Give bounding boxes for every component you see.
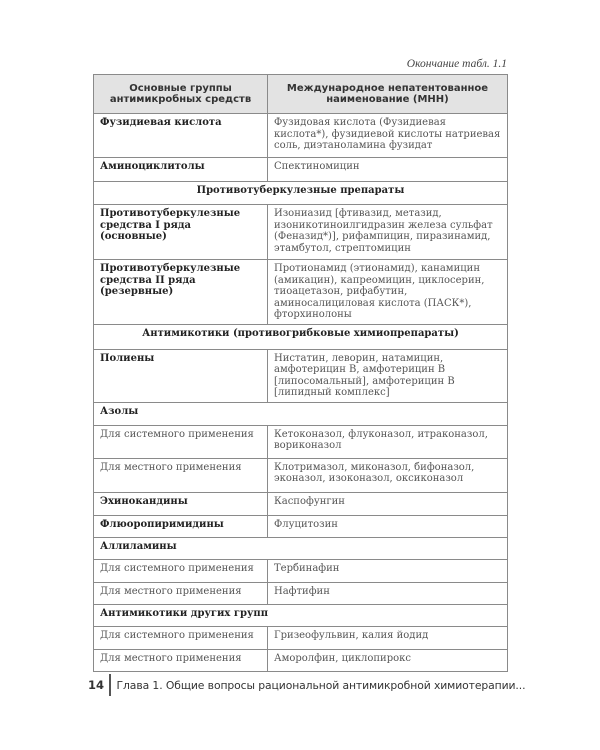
header-inn: Международное непатентованное наименование (МНН) — [268, 75, 508, 114]
running-title: Глава 1. Общие вопросы рациональной антимикробной химиотерапии... — [116, 678, 526, 692]
group-row — [94, 604, 508, 626]
drug-names: Клотримазол, миконазол, бифоназол, эконазол, изоконазол, оксиконазол — [268, 458, 508, 492]
drug-group: Полиены — [94, 349, 268, 402]
table-row — [94, 114, 508, 158]
table-row — [94, 492, 508, 515]
drug-group: Для местного применения — [94, 649, 268, 671]
drug-group: Эхинокандины — [94, 492, 268, 515]
table-row — [94, 582, 508, 604]
table-row — [94, 260, 508, 325]
table-header-row — [94, 75, 508, 114]
drug-group: Для местного применения — [94, 582, 268, 604]
drug-names: Спектиномицин — [268, 158, 508, 182]
drug-group: Для системного применения — [94, 559, 268, 582]
group-row — [94, 537, 508, 559]
section-heading: Противотуберкулезные препараты — [94, 182, 508, 205]
header-groups: Основные группы антимикробных средств — [94, 75, 268, 114]
drug-names: Тербинафин — [268, 559, 508, 582]
drug-names: Гризеофульвин, калия йодид — [268, 626, 508, 649]
table-row — [94, 425, 508, 458]
drug-names: Изониазид [фтивазид, метазид, изоникотиноилгидразин железа сульфат (Феназид*)], рифампицин, пиразинамид, этамбутол, стрептомицин — [268, 205, 508, 260]
section-row — [94, 182, 508, 205]
table-row — [94, 649, 508, 671]
drug-group: Фузидиевая кислота — [94, 114, 268, 158]
drug-group: Для системного применения — [94, 425, 268, 458]
drug-names: Аморолфин, циклопирокс — [268, 649, 508, 671]
table-row — [94, 559, 508, 582]
drug-names: Флуцитозин — [268, 515, 508, 537]
drug-names: Нафтифин — [268, 582, 508, 604]
drug-names: Протионамид (этионамид), канамицин (амикацин), капреомицин, циклосерин, тиоацетазон, рифабутин, аминосалициловая кислота (ПАСК*), фторхинолоны — [268, 260, 508, 325]
drug-names: Фузидовая кислота (Фузидиевая кислота*), фузидиевой кислоты натриевая соль, диэтаноламина фузидат — [268, 114, 508, 158]
drug-group: Аминоциклитолы — [94, 158, 268, 182]
group-heading: Антимикотики других групп — [94, 604, 508, 626]
drug-names: Нистатин, леворин, натамицин, амфотерицин B, амфотерицин B [липосомальный], амфотерицин B [липидный комплекс] — [268, 349, 508, 402]
table-row — [94, 205, 508, 260]
table-row — [94, 349, 508, 402]
group-heading: Аллиламины — [94, 537, 508, 559]
page-footer — [88, 674, 525, 696]
group-heading: Азолы — [94, 402, 508, 425]
section-row — [94, 324, 508, 349]
table-row — [94, 515, 508, 537]
drug-names: Кетоконазол, флуконазол, итраконазол, вориконазол — [268, 425, 508, 458]
drug-group: Для местного применения — [94, 458, 268, 492]
table-row — [94, 626, 508, 649]
antimicrobial-table — [93, 74, 508, 672]
table-row — [94, 158, 508, 182]
drug-group: Противотуберкулезные средства II ряда (резервные) — [94, 260, 268, 325]
footer-divider — [109, 674, 111, 696]
drug-group: Для системного применения — [94, 626, 268, 649]
drug-names: Каспофунгин — [268, 492, 508, 515]
table-row — [94, 458, 508, 492]
page-number: 14 — [88, 678, 105, 692]
table-caption: Окончание табл. 1.1 — [406, 58, 507, 70]
drug-group: Флюоропиримидины — [94, 515, 268, 537]
group-row — [94, 402, 508, 425]
drug-group: Противотуберкулезные средства I ряда (основные) — [94, 205, 268, 260]
section-heading: Антимикотики (противогрибковые химиопрепараты) — [94, 324, 508, 349]
